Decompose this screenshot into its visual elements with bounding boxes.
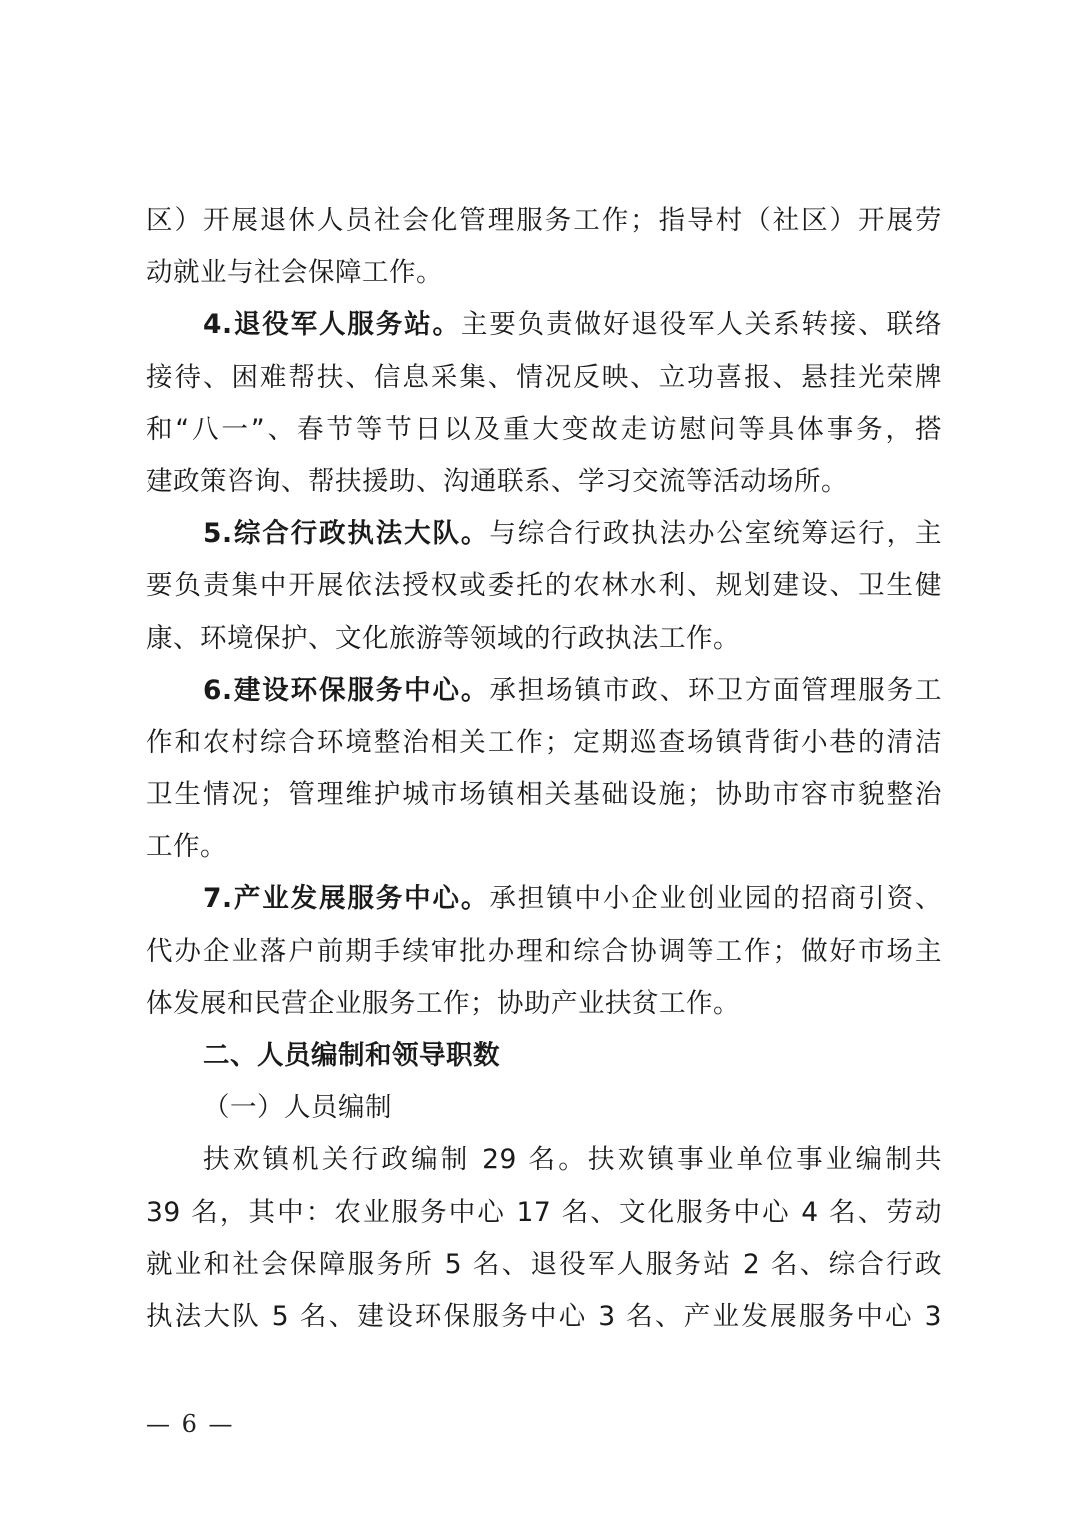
paragraph-line: 康、环境保护、文化旅游等领域的行政执法工作。 bbox=[146, 622, 740, 654]
paragraph-line: 建政策咨询、帮扶援助、沟通联系、学习交流等活动场所。 bbox=[146, 465, 848, 497]
paragraph-line bbox=[146, 508, 942, 560]
item-text: 主要负责做好退役军人关系转接、联络 bbox=[460, 309, 942, 341]
paragraph-line: 和“八一”、春节等节日以及重大变故走访慰问等具体事务，搭 bbox=[146, 413, 942, 445]
paragraph-line: 作和农村综合环境整治相关工作；定期巡查场镇背街小巷的清洁 bbox=[146, 726, 942, 758]
item-title: 7.产业发展服务中心。 bbox=[203, 883, 490, 915]
paragraph-line: 执法大队 5 名、建设环保服务中心 3 名、产业发展服务中心 3 bbox=[146, 1300, 942, 1332]
paragraph-line bbox=[146, 665, 942, 717]
paragraph-line: 区）开展退休人员社会化管理服务工作；指导村（社区）开展劳 bbox=[146, 205, 942, 236]
item-text: 与综合行政执法办公室统筹运行，主 bbox=[489, 518, 943, 550]
item-title: 5.综合行政执法大队。 bbox=[203, 518, 490, 550]
paragraph-line: 动就业与社会保障工作。 bbox=[146, 257, 443, 289]
paragraph-line: 工作。 bbox=[146, 831, 227, 863]
paragraph-line: 39 名，其中：农业服务中心 17 名、文化服务中心 4 名、劳动 bbox=[146, 1196, 942, 1228]
paragraph-line bbox=[146, 873, 942, 925]
page-number: — 6 — bbox=[146, 1410, 235, 1438]
paragraph-line: 就业和社会保障服务所 5 名、退役军人服务站 2 名、综合行政 bbox=[146, 1248, 942, 1280]
item-text: 承担镇中小企业创业园的招商引资、 bbox=[489, 883, 943, 915]
paragraph-line: 代办企业落户前期手续审批办理和综合协调等工作；做好市场主 bbox=[146, 935, 942, 967]
paragraph-line: 扶欢镇机关行政编制 29 名。扶欢镇事业单位事业编制共 bbox=[203, 1144, 942, 1176]
subsection-heading: （一）人员编制 bbox=[203, 1092, 392, 1124]
body-text bbox=[146, 195, 942, 1343]
item-text: 承担场镇市政、环卫方面管理服务工 bbox=[489, 674, 943, 706]
paragraph-line: 卫生情况；管理维护城市场镇相关基础设施；协助市容市貌整治 bbox=[146, 779, 942, 811]
section-heading: 二、人员编制和领导职数 bbox=[203, 1040, 500, 1071]
paragraph-line bbox=[146, 299, 942, 351]
item-title: 4.退役军人服务站。 bbox=[203, 309, 461, 341]
paragraph-line: 要负责集中开展依法授权或委托的农林水利、规划建设、卫生健 bbox=[146, 570, 942, 602]
paragraph-line: 体发展和民营企业服务工作；协助产业扶贫工作。 bbox=[146, 987, 740, 1019]
paragraph-line: 接待、困难帮扶、信息采集、情况反映、立功喜报、悬挂光荣牌 bbox=[146, 361, 942, 393]
item-title: 6.建设环保服务中心。 bbox=[203, 674, 490, 706]
